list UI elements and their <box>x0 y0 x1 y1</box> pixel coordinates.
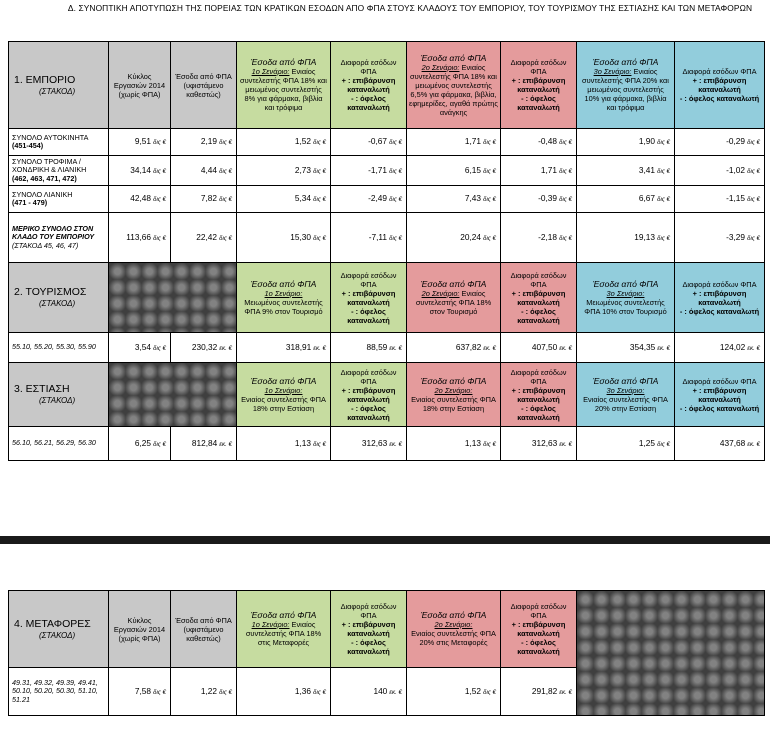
cell-value: 1,25 δις € <box>577 427 675 461</box>
diff-1-header: Διαφορά εσόδων ΦΠΑ + : επιβάρυνση καταναλωτή - : όφελος καταναλωτή <box>331 363 407 427</box>
scenario-1-header: Έσοδα από ΦΠΑ 1ο Σενάριο: Ενιαίος συντελεστής ΦΠΑ 18% και μειωμένος συντελεστής 8% για φάρμακα, βιβλία και τρόφιμα <box>237 42 331 129</box>
cell-value: 6,15 δις € <box>407 156 501 186</box>
cell-value: 7,82 δις € <box>171 186 237 213</box>
catering-section-title: 3. ΕΣΤΙΑΣΗ (ΣΤΑΚΟΔ) <box>9 363 109 427</box>
cell-value: 312,63 εκ. € <box>501 427 577 461</box>
cell-value: -2,49 δις € <box>331 186 407 213</box>
cell-value: 3,54 δις € <box>109 333 171 363</box>
commerce-header-row <box>9 42 765 129</box>
cell-value: 113,66 δις € <box>109 213 171 263</box>
cell-value: 6,25 δις € <box>109 427 171 461</box>
table-row <box>9 129 765 156</box>
row-label: ΣΥΝΟΛΟ ΤΡΟΦΙΜΑ / ΧΟΝΔΡΙΚΗ & ΛΙΑΝΙΚΗ (462, 463, 471, 472) <box>9 156 109 186</box>
scenario-1-header: Έσοδα από ΦΠΑ 1ο Σενάριο: Ενιαίος συντελεστής ΦΠΑ 18% στην Εστίαση <box>237 363 331 427</box>
cell-value: -1,02 δις € <box>675 156 765 186</box>
cell-value: 1,90 δις € <box>577 129 675 156</box>
row-label: ΜΕΡΙΚΟ ΣΥΝΟΛΟ ΣΤΟΝ ΚΛΑΔΟ ΤΟΥ ΕΜΠΟΡΙΟΥ (ΣΤΑΚΟΔ 45, 46, 47) <box>9 213 109 263</box>
row-label: 49.31, 49.32, 49.39, 49.41, 50.10, 50.20, 50.30, 51.10, 51.21 <box>9 668 109 716</box>
scenario-2-header: Έσοδα από ΦΠΑ 2ο Σενάριο: Ενιαίος συντελεστής ΦΠΑ 18% στον Τουρισμό <box>407 263 501 333</box>
cell-value: 1,71 δις € <box>501 156 577 186</box>
scenario-2-header: Έσοδα από ΦΠΑ 2ο Σενάριο: Ενιαίος συντελεστής ΦΠΑ 18% στην Εστίαση <box>407 363 501 427</box>
cell-value: 88,59 εκ. € <box>331 333 407 363</box>
cell-value: 3,41 δις € <box>577 156 675 186</box>
row-label: 56.10, 56.21, 56.29, 56.30 <box>9 427 109 461</box>
diff-1-header: Διαφορά εσόδων ΦΠΑ + : επιβάρυνση καταναλωτή - : όφελος καταναλωτή <box>331 42 407 129</box>
cell-value: 1,71 δις € <box>407 129 501 156</box>
catering-header-row <box>9 363 765 427</box>
cell-value: 19,13 δις € <box>577 213 675 263</box>
cell-value: 291,82 εκ. € <box>501 668 577 716</box>
cell-value: 1,52 δις € <box>407 668 501 716</box>
cell-value: 2,19 δις € <box>171 129 237 156</box>
commerce-section-title: 1. ΕΜΠΟΡΙΟ (ΣΤΑΚΟΔ) <box>9 42 109 129</box>
vat-summary-table <box>8 41 765 461</box>
diff-3-header: Διαφορά εσόδων ΦΠΑ + : επιβάρυνση καταναλωτή - : όφελος καταναλωτή <box>675 263 765 333</box>
scenario-2-header: Έσοδα από ΦΠΑ 2ο Σενάριο: Ενιαίος συντελεστής ΦΠΑ 20% στις Μεταφορές <box>407 591 501 668</box>
tourism-section-title: 2. ΤΟΥΡΙΣΜΟΣ (ΣΤΑΚΟΔ) <box>9 263 109 333</box>
transport-table <box>8 590 765 716</box>
vat-header: Έσοδα από ΦΠΑ (υφιστάμενο καθεστώς) <box>171 591 237 668</box>
cell-value: 1,22 δις € <box>171 668 237 716</box>
cell-value: 4,44 δις € <box>171 156 237 186</box>
scenario-3-header: Έσοδα από ΦΠΑ 3ο Σενάριο: Ενιαίος συντελεστής ΦΠΑ 20% και μειωμένος συντελεστής 10% για φάρμακα, βιβλία και τρόφιμα <box>577 42 675 129</box>
tourism-header-row <box>9 263 765 333</box>
cell-value: -0,29 δις € <box>675 129 765 156</box>
cell-value: -1,15 δις € <box>675 186 765 213</box>
table-row <box>9 333 765 363</box>
cell-value: 2,73 δις € <box>237 156 331 186</box>
cycle-header: Κύκλος Εργασιών 2014 (χωρίς ΦΠΑ) <box>109 42 171 129</box>
cell-value: 318,91 εκ. € <box>237 333 331 363</box>
diff-2-header: Διαφορά εσόδων ΦΠΑ + : επιβάρυνση καταναλωτή - : όφελος καταναλωτή <box>501 363 577 427</box>
cell-value: 407,50 εκ. € <box>501 333 577 363</box>
cell-value: -3,29 δις € <box>675 213 765 263</box>
scenario-1-header: Έσοδα από ΦΠΑ 1ο Σενάριο: Ενιαίος συντελεστής ΦΠΑ 18% στις Μεταφορές <box>237 591 331 668</box>
texture-fill <box>109 263 237 333</box>
row-label: ΣΥΝΟΛΟ ΛΙΑΝΙΚΗ (471 - 479) <box>9 186 109 213</box>
transport-header-row <box>9 591 765 668</box>
row-label: 55.10, 55.20, 55.30, 55.90 <box>9 333 109 363</box>
cell-value: -0,48 δις € <box>501 129 577 156</box>
cell-value: 6,67 δις € <box>577 186 675 213</box>
cell-value: 34,14 δις € <box>109 156 171 186</box>
page-separator <box>0 536 770 544</box>
cell-value: 1,36 δις € <box>237 668 331 716</box>
texture-fill <box>109 363 237 427</box>
diff-1-header: Διαφορά εσόδων ΦΠΑ + : επιβάρυνση καταναλωτή - : όφελος καταναλωτή <box>331 591 407 668</box>
cell-value: -0,67 δις € <box>331 129 407 156</box>
cell-value: 42,48 δις € <box>109 186 171 213</box>
diff-1-header: Διαφορά εσόδων ΦΠΑ + : επιβάρυνση καταναλωτή - : όφελος καταναλωτή <box>331 263 407 333</box>
cell-value: 7,58 δις € <box>109 668 171 716</box>
cell-value: 7,43 δις € <box>407 186 501 213</box>
cycle-header: Κύκλος Εργασιών 2014 (χωρίς ΦΠΑ) <box>109 591 171 668</box>
transport-section-title: 4. ΜΕΤΑΦΟΡΕΣ (ΣΤΑΚΟΔ) <box>9 591 109 668</box>
cell-value: 437,68 εκ. € <box>675 427 765 461</box>
cell-value: 22,42 δις € <box>171 213 237 263</box>
cell-value: -0,39 δις € <box>501 186 577 213</box>
cell-value: 354,35 εκ. € <box>577 333 675 363</box>
scenario-3-header: Έσοδα από ΦΠΑ 3ο Σενάριο: Ενιαίος συντελεστής ΦΠΑ 20% στην Εστίαση <box>577 363 675 427</box>
table-row <box>9 156 765 186</box>
cell-value: 5,34 δις € <box>237 186 331 213</box>
cell-value: 124,02 εκ. € <box>675 333 765 363</box>
diff-3-header: Διαφορά εσόδων ΦΠΑ + : επιβάρυνση καταναλωτή - : όφελος καταναλωτή <box>675 42 765 129</box>
cell-value: -2,18 δις € <box>501 213 577 263</box>
cell-value: 1,13 δις € <box>237 427 331 461</box>
table-row <box>9 427 765 461</box>
row-label: ΣΥΝΟΛΟ ΑΥΤΟΚΙΝΗΤΑ (451-454) <box>9 129 109 156</box>
cell-value: 9,51 δις € <box>109 129 171 156</box>
diff-2-header: Διαφορά εσόδων ΦΠΑ + : επιβάρυνση καταναλωτή - : όφελος καταναλωτή <box>501 263 577 333</box>
scenario-3-header: Έσοδα από ΦΠΑ 3ο Σενάριο: Μειωμένος συντελεστής ΦΠΑ 10% στον Τουρισμό <box>577 263 675 333</box>
table-row <box>9 186 765 213</box>
cell-value: 637,82 εκ. € <box>407 333 501 363</box>
cell-value: 140 εκ. € <box>331 668 407 716</box>
cell-value: -1,71 δις € <box>331 156 407 186</box>
cell-value: 1,52 δις € <box>237 129 331 156</box>
cell-value: 20,24 δις € <box>407 213 501 263</box>
texture-fill <box>577 591 765 716</box>
diff-3-header: Διαφορά εσόδων ΦΠΑ + : επιβάρυνση καταναλωτή - : όφελος καταναλωτή <box>675 363 765 427</box>
cell-value: 1,13 δις € <box>407 427 501 461</box>
cell-value: -7,11 δις € <box>331 213 407 263</box>
cell-value: 15,30 δις € <box>237 213 331 263</box>
scenario-2-header: Έσοδα από ΦΠΑ 2ο Σενάριο: Ενιαίος συντελεστής ΦΠΑ 18% και μειωμένος συντελεστής 6,5% για φάρμακα, βιβλία, εφημερίδες, αγαθά πρώτης ανάγκης <box>407 42 501 129</box>
cell-value: 312,63 εκ. € <box>331 427 407 461</box>
vat-header: Έσοδα από ΦΠΑ (υφιστάμενο καθεστώς) <box>171 42 237 129</box>
subtotal-row <box>9 213 765 263</box>
cell-value: 230,32 εκ. € <box>171 333 237 363</box>
page-title: Δ. ΣΥΝΟΠΤΙΚΗ ΑΠΟΤΥΠΩΣΗ ΤΗΣ ΠΟΡΕΙΑΣ ΤΩΝ ΚΡΑΤΙΚΩΝ ΕΣΟΔΩΝ ΑΠΟ ΦΠΑ ΣΤΟΥΣ ΚΛΑΔΟΥΣ ΤΟΥ ΕΜΠΟΡΙΟΥ, ΤΟΥ ΤΟΥΡΙΣΜΟΥ ΤΗΣ ΕΣΤΙΑΣΗΣ ΚΑΙ ΤΩΝ ΜΕΤΑΦΟΡΩΝ <box>67 3 753 13</box>
scenario-1-header: Έσοδα από ΦΠΑ 1ο Σενάριο: Μειωμένος συντελεστής ΦΠΑ 9% στον Τουρισμό <box>237 263 331 333</box>
cell-value: 812,84 εκ. € <box>171 427 237 461</box>
diff-2-header: Διαφορά εσόδων ΦΠΑ + : επιβάρυνση καταναλωτή - : όφελος καταναλωτή <box>501 42 577 129</box>
diff-2-header: Διαφορά εσόδων ΦΠΑ + : επιβάρυνση καταναλωτή - : όφελος καταναλωτή <box>501 591 577 668</box>
